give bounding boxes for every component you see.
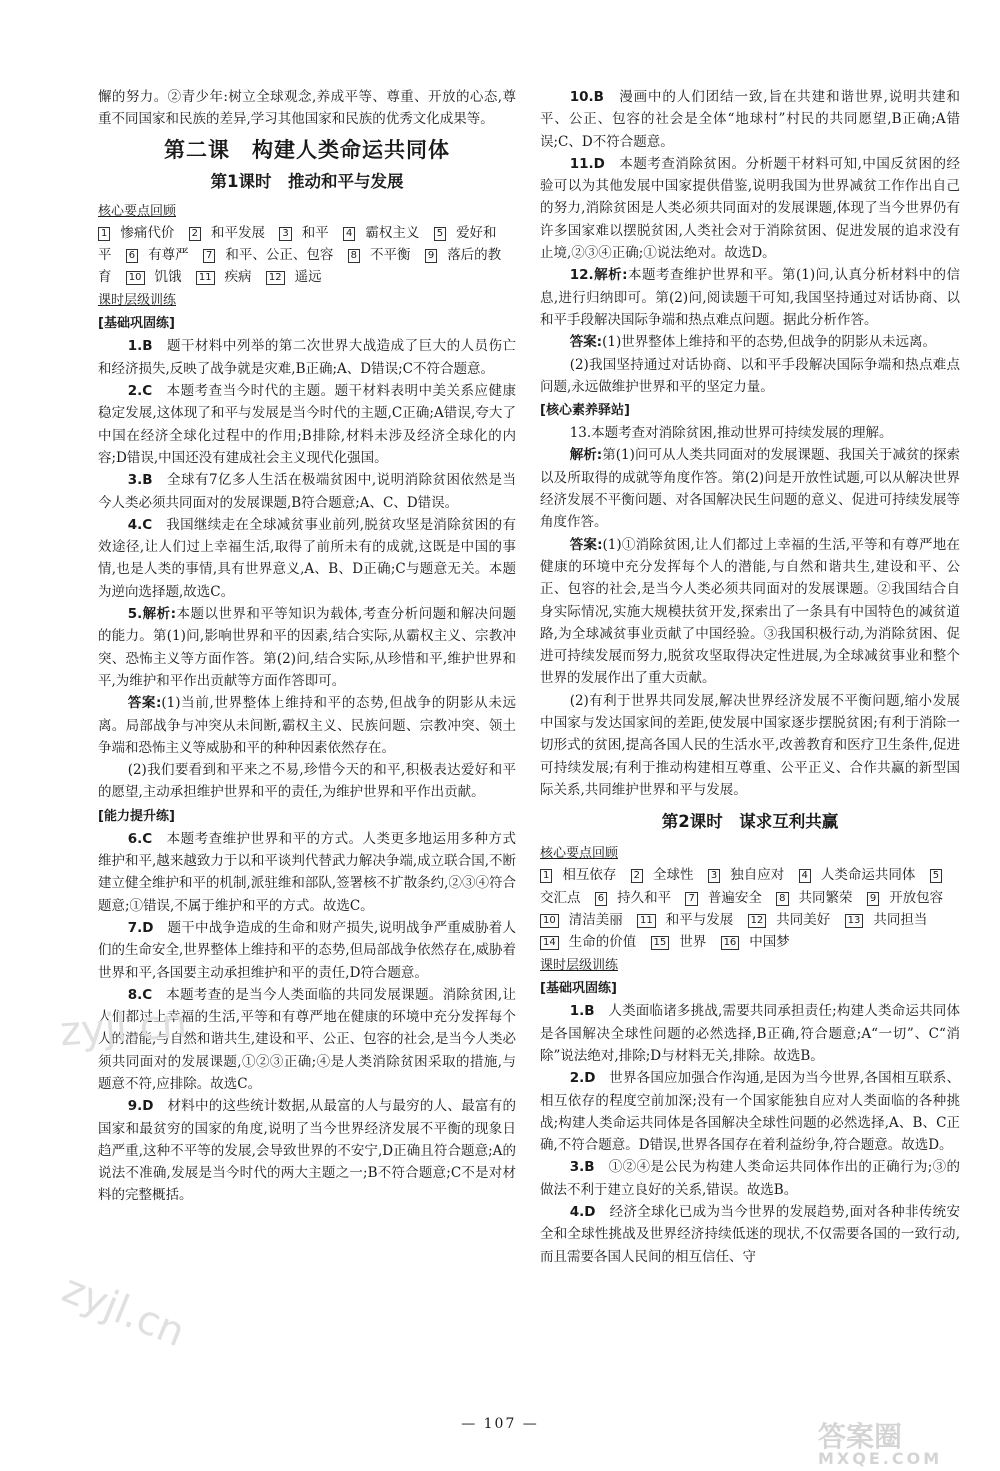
key-point <box>196 269 252 285</box>
key-point-text: 霸权主义 <box>365 224 420 241</box>
answer-item: 8.C 本题考查的是当今人类面临的共同发展课题。消除贫困,让人们都过上幸福的生活,平等和有尊严地在健康的环境中充分发挥每个人的潜能,与自然和谐共生,建设和平、公正、包容的社会,是当今人类必须共同面对的发展课题,①②③正确;④是人类消除贫困采取的措施,与题意不符,应排除。故选C。 <box>98 986 516 1092</box>
answer-item: 4.D 经济全球化已成为当今世界的发展趋势,面对各种非传统安全和全球性挑战及世界经济持续低迷的现状,不仅需要各国的一致行动,而且需要各国人民间的相互信任、守 <box>540 1204 960 1265</box>
key-point-number: 6 <box>595 892 607 906</box>
key-point-text: 全球性 <box>653 867 694 884</box>
key-point <box>685 890 761 906</box>
key-point <box>126 247 189 263</box>
key-point-number: 1 <box>540 869 552 883</box>
key-point-text: 和平、公正、包容 <box>225 246 334 263</box>
answer-item: 12.解析:本题考查维护世界和平。第(1)问,认真分析材料中的信息,进行归纳即可。第(2)问,阅读题干可知,我国坚持通过对话协商、以和平手段解决国际争端和热点难点问题。据此分析作答。 <box>540 267 960 328</box>
answer-text: (2)有利于世界共同发展,解决世界经济发展不平衡问题,缩小发展中国家与发达国家间的差距,使发展中国家逐步摆脱贫困;有利于消除一切形式的贫困,提高各国人民的生活水平,改善教育和医疗卫生条件,促进可持续发展;有利于推动构建相互尊重、公平正义、合作共赢的新型国际关系,共同维护世界和平与发展。 <box>540 692 960 798</box>
key-points-list <box>540 864 960 953</box>
key-point-text: 生命的价值 <box>568 934 637 951</box>
logo-text: 答案圈 <box>818 1420 903 1453</box>
key-point-text: 疾病 <box>224 269 252 286</box>
key-point-number: 4 <box>343 227 355 241</box>
answer-item: 13.本题考查对消除贫困,推动世界可持续发展的理解。 <box>569 425 893 442</box>
right-column <box>540 86 960 1268</box>
key-point-number: 8 <box>348 249 360 263</box>
key-point <box>708 867 784 883</box>
key-point-text: 交汇点 <box>540 889 581 906</box>
answer-item: 2.C 本题考查当今时代的主题。题干材料表明中美关系应健康稳定发展,这体现了和平与发展是当今时代的主题,C正确;A错误,夸大了中国在经济全球化过程中的作用;B排除,材料未涉及经济全球化的内容;D错误,中国还没有建成社会主义现代化强国。 <box>98 383 517 466</box>
answer-text: 答案:(1)①消除贫困,让人们都过上幸福的生活,平等和有尊严地在健康的环境中充分发挥每个人的潜能,与自然和谐共生,建设和平、公正、包容的社会,是当今人类必须共同面对的发展课题。②我国结合自身实际情况,实施大规模扶贫开发,探索出了一条具有中国特色的减贫道路,为全球减贫事业贡献了中国经验。③我国积极行动,为消除贫困、促进可持续发展而努力,脱贫攻坚取得决定性进展,为全球减贫事业和整个世界的发展作出了重大贡献。 <box>540 536 960 687</box>
key-point-text: 普遍安全 <box>707 889 762 906</box>
key-point-text: 落后的教育 <box>98 246 502 286</box>
training-label: 课时层级训练 <box>540 958 619 974</box>
key-point-number: 1 <box>98 227 110 241</box>
key-point-number: 13 <box>845 914 864 928</box>
key-point-text: 和平发展 <box>211 224 266 241</box>
key-point-text: 共同担当 <box>873 911 928 928</box>
watermark: zyjl.cn <box>56 1265 191 1357</box>
key-point <box>631 867 694 883</box>
key-point-number: 12 <box>266 271 285 285</box>
key-point-text: 不平衡 <box>370 246 411 263</box>
answer-item: 3.B ①②④是公民为构建人类命运共同体作出的正确行为;③的做法不利于建立良好的关系,错误。故选B。 <box>540 1159 960 1198</box>
training-label: 课时层级训练 <box>98 293 177 309</box>
answer-item: 4.C 我国继续走在全球减贫事业前列,脱贫攻坚是消除贫困的有效途径,让人们过上幸福生活,取得了前所未有的成就,这既是中国的事情,也是人类的事情,具有世界意义,A、B、D正确;C与题意无关。本题为逆向选择题,故选C。 <box>98 516 516 600</box>
key-point <box>189 225 265 241</box>
key-point <box>279 225 328 241</box>
key-point <box>651 934 707 950</box>
key-point-number: 9 <box>425 249 437 263</box>
key-point <box>845 912 928 928</box>
answer-item: 5.解析:本题以世界和平等知识为载体,考查分析问题和解决问题的能力。第(1)问,影响世界和平的因素,结合实际,从霸权主义、宗教冲突、恐怖主义等方面作答。第(2)问,结合实际,从珍惜和平,维护世界和平,为维护和平作出贡献等方面作答即可。 <box>98 606 516 689</box>
key-point-text: 和平 <box>301 224 329 241</box>
key-point-text: 遥远 <box>294 269 322 286</box>
key-point-number: 10 <box>126 271 145 285</box>
key-point <box>867 890 943 906</box>
watermark: zyjl.cn <box>58 1000 189 1056</box>
answer-text: 答案:(1)世界整体上维持和平的态势,但战争的阴影从未远离。 <box>569 334 937 351</box>
basic-section-label: [基础巩固练] <box>540 981 617 997</box>
key-point-text: 相互依存 <box>562 867 617 884</box>
key-point-text: 惨痛代价 <box>120 224 175 241</box>
key-point <box>540 934 636 950</box>
key-point-number: 2 <box>631 869 643 883</box>
page-number: — 107 — <box>461 1416 539 1432</box>
key-point-number: 16 <box>721 936 740 950</box>
key-point-text: 爱好和平 <box>98 224 497 263</box>
key-point <box>637 912 733 928</box>
key-point-number: 11 <box>637 914 656 928</box>
key-point-text: 有尊严 <box>148 246 189 263</box>
key-point <box>203 247 333 263</box>
logo-url: MXQE.COM <box>818 1449 943 1468</box>
improve-section-label: [能力提升练] <box>98 808 175 824</box>
key-point-text: 饥饿 <box>154 269 182 286</box>
key-point <box>266 269 322 285</box>
key-point <box>721 934 790 950</box>
period1-title: 第1课时 推动和平与发展 <box>210 171 404 191</box>
period2-title: 第2课时 谋求互利共赢 <box>661 812 839 832</box>
key-point-number: 6 <box>126 249 138 263</box>
key-point-number: 9 <box>867 892 879 906</box>
intro-paragraph: 懈的努力。②青少年:树立全球观念,养成平等、尊重、开放的心态,尊重不同国家和民族的差异,学习其他国家和民族的优秀文化成果等。 <box>98 89 516 128</box>
key-point-text: 清洁美丽 <box>568 911 623 928</box>
key-point-number: 15 <box>651 936 670 950</box>
key-point-number: 3 <box>708 869 720 883</box>
key-point-number: 7 <box>203 249 215 263</box>
key-point-number: 4 <box>799 869 811 883</box>
answer-item: 3.B 全球有7亿多人生活在极端贫困中,说明消除贫困依然是当今人类必须共同面对的发展课题,B符合题意;A、C、D错误。 <box>98 472 517 511</box>
key-point-text: 人类命运共同体 <box>820 867 916 884</box>
key-point-number: 11 <box>196 271 215 285</box>
lesson-title: 第二课 构建人类命运共同体 <box>164 137 450 162</box>
answer-item: 6.C 本题考查维护世界和平的方式。人类更多地运用多种方式维护和平,越来越致力于以和平谈判代替武力解决争端,成立联合国,不断建立健全维护和平的机制,派驻维和部队,签署核不扩散条约,②③④符合题意;①错误,不属于维护和平的方式。故选C。 <box>98 830 517 914</box>
key-point-number: 5 <box>434 227 446 241</box>
answer-text: 答案:(1)当前,世界整体上维持和平的态势,但战争的阴影从未远离。局部战争与冲突从未间断,霸权主义、民族问题、宗教冲突、领土争端和恐怖主义等威胁和平的种种因素依然存在。 <box>98 695 516 756</box>
key-point-text: 开放包容 <box>889 889 944 906</box>
answer-text: 解析:第(1)问可从人类共同面对的发展课题、我国关于减贫的探索以及所取得的成就等角度作答。第(2)问是开放性试题,可以从解决世界经济发展不平衡问题、对各国解决民生问题的意义、促进可持续发展等角度作答。 <box>540 447 960 531</box>
key-point <box>799 867 916 883</box>
key-point <box>343 225 419 241</box>
key-point-text: 共同美好 <box>776 911 831 928</box>
key-point <box>540 867 616 883</box>
answer-text: (2)我国坚持通过对话协商、以和平手段解决国际争端和热点难点问题,永远做维护世界和平的坚定力量。 <box>540 356 960 395</box>
key-point-text: 持久和平 <box>617 889 672 906</box>
review-label: 核心要点回顾 <box>98 203 177 219</box>
answer-item: 1.B 人类面临诸多挑战,需要共同承担责任;构建人类命运共同体是各国解决全球性问题的必然选择,B正确,符合题意;A“一切”、C“消除”说法绝对,排除;D与材料无关,排除。故选B。 <box>540 1003 960 1064</box>
key-point-number: 12 <box>748 914 767 928</box>
answer-item: 1.B 题干材料中列举的第二次世界大战造成了巨大的人员伤亡和经济损失,反映了战争就是灾难,B正确;A、D错误;C不符合题意。 <box>98 338 517 377</box>
key-point <box>595 890 671 906</box>
key-point-number: 8 <box>776 892 788 906</box>
key-points-list <box>98 222 516 289</box>
key-point-text: 和平与发展 <box>665 911 734 928</box>
answer-item: 11.D 本题考查消除贫困。分析题干材料可知,中国反贫困的经验可以为其他发展中国家提供借鉴,说明我国为世界减贫工作作出自己的努力,消除贫困是人类必须共同面对的发展课题,体现了当今世界仍有许多国家难以摆脱贫困,人类社会对于消除贫困、促进发展的追求没有止境,②③④正确;①说法绝对。故选D。 <box>540 155 960 262</box>
review-label: 核心要点回顾 <box>540 846 619 862</box>
key-point <box>126 269 182 285</box>
key-point <box>776 890 852 906</box>
answer-text: (2)我们要看到和平来之不易,珍惜今天的和平,积极表达爱好和平的愿望,主动承担维护世界和平的责任,为维护世界和平作出贡献。 <box>98 762 516 801</box>
key-point-number: 10 <box>540 914 559 928</box>
site-logo <box>818 1422 988 1466</box>
basic-section-label: [基础巩固练] <box>98 316 175 332</box>
answer-item: 9.D 材料中的这些统计数据,从最富的人与最穷的人、最富有的国家和最贫穷的国家的角度,说明了当今世界经济发展不平衡的现象日趋严重,这种不平等的发展,会导致世界的不安宁,D正确且符合题意;A的说法不准确,发展是当今时代的两大主题之一;B不符合题意;C不是对材料的完整概括。 <box>98 1098 517 1204</box>
key-point-number: 5 <box>930 869 942 883</box>
key-point-text: 共同繁荣 <box>798 889 853 906</box>
key-point <box>540 912 623 928</box>
core-section-label: [核心素养驿站] <box>540 403 630 419</box>
key-point-number: 14 <box>540 936 559 950</box>
key-point-number: 2 <box>189 227 201 241</box>
key-point-text: 独自应对 <box>730 867 785 884</box>
key-point <box>348 247 411 263</box>
key-point <box>748 912 831 928</box>
answer-item: 10.B 漫画中的人们团结一致,旨在共建和谐世界,说明共建和平、公正、包容的社会是全体“地球村”村民的共同愿望,B正确;A错误;C、D不符合题意。 <box>540 89 960 150</box>
answer-item: 2.D 世界各国应加强合作沟通,是因为当今世界,各国相互联系、相互依存的程度空前加深;没有一个国家能独自应对人类面临的各种挑战;构建人类命运共同体是各国解决全球性问题的必然选择,A、B、C正确,不符合题意。D错误,世界各国存在着利益纷争,符合题意。故选D。 <box>540 1070 960 1154</box>
key-point-text: 世界 <box>679 934 707 951</box>
key-point-number: 7 <box>685 892 697 906</box>
key-point <box>98 225 174 241</box>
key-point-number: 3 <box>279 227 291 241</box>
key-point-text: 中国梦 <box>749 934 790 951</box>
answer-item: 7.D 题干中战争造成的生命和财产损失,说明战争严重威胁着人们的生命安全,世界整体上维持和平的态势,但局部战争依然存在,威胁着世界和平,各国要主动承担维护和平的责任,D符合题意。 <box>98 919 517 981</box>
